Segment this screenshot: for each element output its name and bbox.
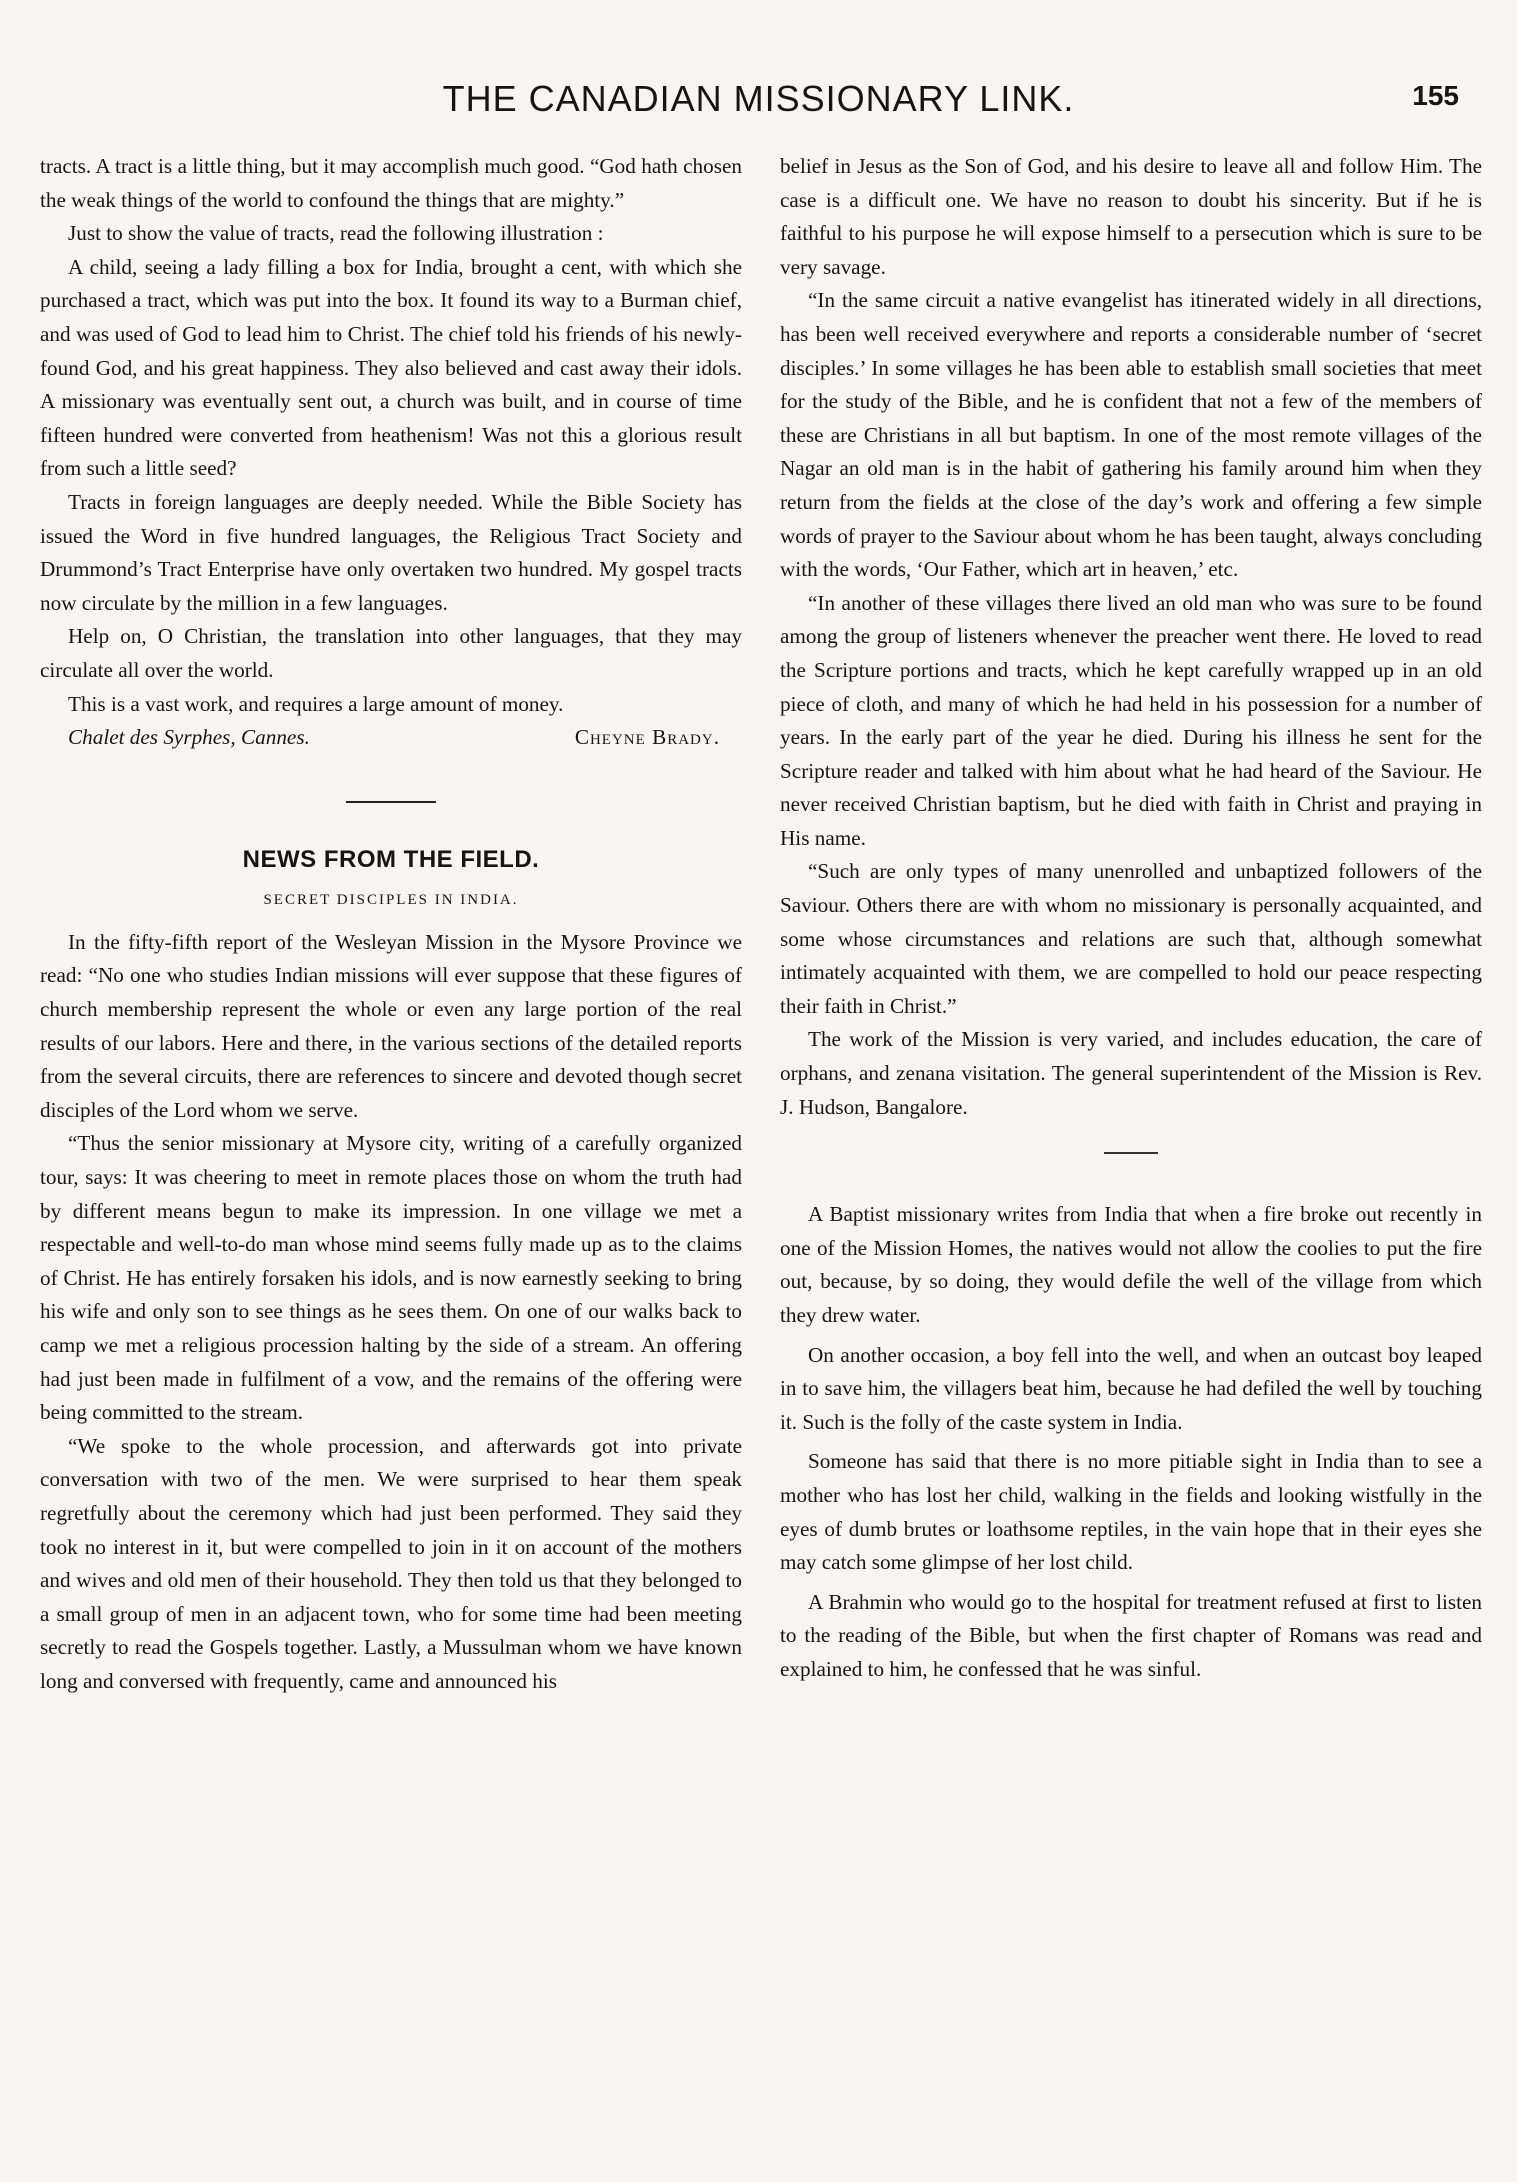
signature-author: Cheyne Brady. — [574, 725, 720, 750]
tract-paragraph: Help on, O Christian, the translation into other languages, that they may circulate all over the world. — [40, 624, 742, 682]
brief-paragraph: A Baptist missionary writes from India that when a fire broke out recently in one of the Mission Homes, the natives would not allow the coolies to put the fire out, because, by so doing, they would defile the well of the village from which they drew water. — [780, 1202, 1482, 1327]
news-paragraph: belief in Jesus as the Son of God, and his desire to leave all and follow Him. The case is a difficult one. We have no reason to doubt his sincerity. But if he is faithful to his purpose he will expose himself to a persecution which is sure to be very savage. — [780, 154, 1482, 279]
news-paragraph: In the fifty-fifth report of the Wesleyan Mission in the Mysore Province we read: “No one who studies Indian missions will ever suppose that these figures of church membership represent the whole or even any large portion of the real results of our labors. Here and there, in the various sections of the detailed reports from the several circuits, there are references to sincere and devoted though secret disciples of the Lord whom we serve. — [40, 929, 742, 1122]
right-column — [780, 150, 1482, 1687]
section-title: NEWS FROM THE FIELD. — [242, 845, 540, 873]
section-divider — [1104, 1152, 1158, 1154]
page-header — [40, 78, 1477, 128]
signature-line — [40, 721, 742, 755]
tract-paragraph: Tracts in foreign languages are deeply needed. While the Bible Society has issued the Word in five hundred languages, the Religious Tract Society and Drummond’s Tract Enterprise have only overtaken two hundred. My gospel tracts now circulate by the million in a few languages. — [40, 489, 742, 615]
tract-paragraph: This is a vast work, and requires a large amount of money. — [68, 691, 564, 716]
page-number: 155 — [1412, 80, 1459, 111]
brief-paragraph: A Brahmin who would go to the hospital for treatment refused at first to listen to the reading of the Bible, but when the first chapter of Romans was read and explained to him, he confessed that he was sinful. — [780, 1589, 1482, 1681]
news-paragraph: “In the same circuit a native evangelist has itinerated widely in all directions, has been well received everywhere and reports a considerable number of ‘secret disciples.’ In some villages he has been able to establish small societies that meet for the study of the Bible, and he is confident that not a few of the members of these are Christians in all but baptism. In one of the most remote villages of the Nagar an old man is in the habit of gathering his family around him when they return from the fields at the close of the day’s work and offering a few simple words of prayer to the Saviour about whom he has been taught, always concluding with the words, ‘Our Father, which art in heaven,’ etc. — [780, 288, 1482, 582]
section-divider — [346, 801, 436, 803]
brief-paragraph: On another occasion, a boy fell into the well, and when an outcast boy leaped in to save him, the villagers beat him, because he had defiled the well by touching it. Such is the folly of the caste system in India. — [780, 1342, 1482, 1434]
left-column — [40, 150, 742, 1699]
news-paragraph: “Thus the senior missionary at Mysore city, writing of a carefully organized tour, says: It was cheering to meet in remote places those on whom the truth had by different means begun to make its impression. In one village we met a respectable and well-to-do man whose mind seems fully made up as to the claims of Christ. He has entirely forsaken his idols, and is now earnestly seeking to bring his wife and only son to see things as he sees them. On one of our walks back to camp we met a religious procession halting by the side of a stream. An offering had just been made in fulfilment of a vow, and the remains of the offering were being committed to the stream. — [40, 1131, 742, 1425]
tract-paragraph: tracts. A tract is a little thing, but it may accomplish much good. “God hath chosen the weak things of the world to confound the things that are mighty.” — [40, 154, 742, 212]
news-paragraph: The work of the Mission is very varied, and includes education, the care of orphans, and zenana visitation. The general superintendent of the Mission is Rev. J. Hudson, Bangalore. — [780, 1027, 1482, 1119]
signature-place: Chalet des Syrphes, Cannes. — [68, 725, 310, 750]
tract-paragraph: A child, seeing a lady filling a box for India, brought a cent, with which she purchased a tract, which was put into the box. It found its way to a Burman chief, and was used of God to lead him to Christ. The chief told his friends of his newly-found God, and his great happiness. They also believed and cast away their idols. A missionary was eventually sent out, a church was built, and in course of time fifteen hundred were converted from heathenism! Was not this a glorious result from such a little seed? — [40, 254, 742, 481]
tract-paragraph: Just to show the value of tracts, read the following illustration : — [68, 221, 604, 246]
news-paragraph: “We spoke to the whole procession, and afterwards got into private conversation with two of the men. We were surprised to hear them speak regretfully about the ceremony which had just been performed. They said they took no interest in it, but were compelled to join in it on account of the mothers and wives and old men of their household. They then told us that they belonged to a small group of men in an adjacent town, who for some time had been meeting secretly to read the Gospels together. Lastly, a Mussulman whom we have known long and conversed with frequently, came and announced his — [40, 1433, 742, 1693]
journal-title: THE CANADIAN MISSIONARY LINK. — [442, 78, 1075, 119]
news-paragraph: “Such are only types of many unenrolled and unbaptized followers of the Saviour. Others there are with whom no missionary is personally acquainted, and some whose circumstances and relations are such that, although somewhat intimately acquainted with them, we are compelled to hold our peace respecting their faith in Christ.” — [780, 859, 1482, 1018]
news-paragraph: “In another of these villages there lived an old man who was sure to be found among the group of listeners whenever the preacher went there. He loved to read the Scripture portions and tracts, which he kept carefully wrapped up in an old piece of cloth, and many of which he had held in his possession for a number of years. In the early part of the year he died. During his illness he sent for the Scripture reader and talked with him about what he had heard of the Saviour. He never received Christian baptism, but he died with faith in Christ and praying in His name. — [780, 590, 1482, 850]
brief-paragraph: Someone has said that there is no more pitiable sight in India than to see a mother who has lost her child, walking in the fields and looking wistfully in the eyes of dumb brutes or loathsome reptiles, in the vain hope that in their eyes she may catch some glimpse of her lost child. — [780, 1449, 1482, 1575]
section-subtitle: SECRET DISCIPLES IN INDIA. — [263, 892, 519, 909]
